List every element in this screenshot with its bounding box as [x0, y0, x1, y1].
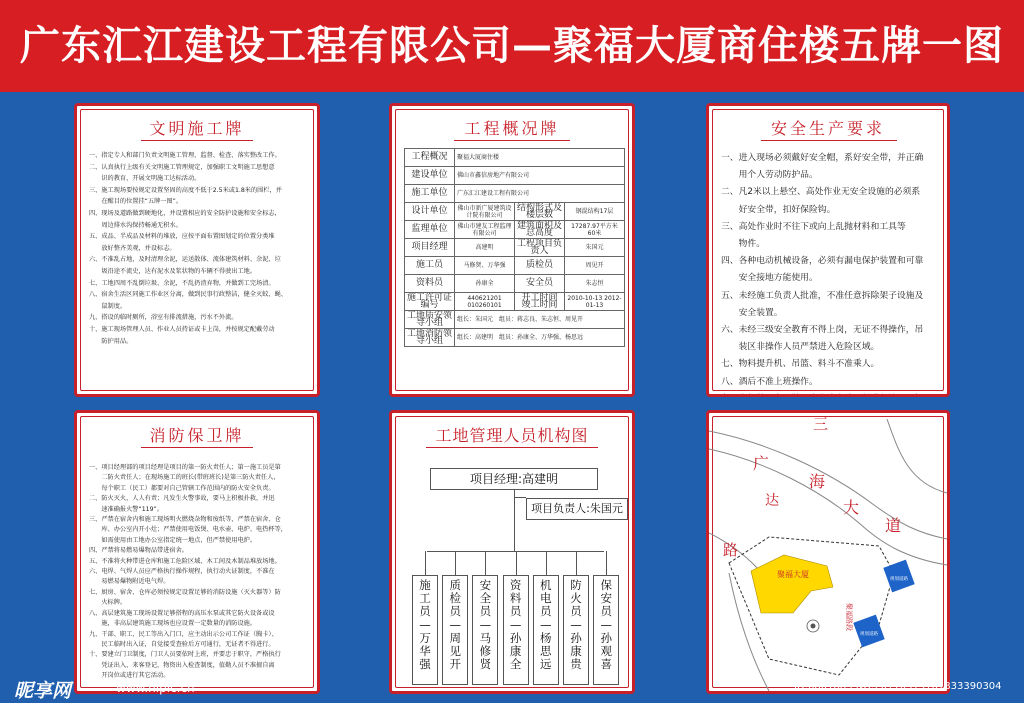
org-connector — [485, 551, 486, 575]
rule-line: 二防火责任人；在现场施工的班长(带班班长)是第三防火责任人， — [89, 474, 280, 482]
org-member-box — [503, 575, 529, 685]
office-block — [883, 560, 914, 593]
rule-line: 四、现场及道路做到硬地化，并设置相应的安全防护设施和安全标志， — [89, 209, 281, 217]
rule-line: 七、物料提升机、吊篮、料斗不准乘人。 — [721, 359, 880, 370]
org-member-char: 工 — [419, 591, 431, 606]
org-member-char: 孙 — [509, 630, 522, 645]
org-member-box — [533, 575, 559, 685]
watermark-brand: 昵享网 — [14, 680, 72, 702]
overview-cell: 项目经理 — [405, 239, 455, 257]
safety-panel — [706, 103, 950, 397]
overview-row — [405, 329, 625, 347]
org-member-char: 员 — [419, 604, 431, 619]
rule-line: 二、认真执行上级有关文明施工管理规定，加强职工文明施工思想意 — [89, 163, 275, 171]
overview-cell: 马修贤、万华强 — [455, 257, 515, 275]
org-member-char: 康 — [570, 644, 582, 659]
map-road-char: 广 — [753, 454, 770, 473]
project-overview-table — [404, 148, 625, 347]
watermark-id: ID:6801883 NO:20110315161833390304 — [794, 681, 1002, 692]
rule-line: 三、高处作业时不往下或向上乱抛材料和工具等 — [721, 221, 906, 232]
overview-cell: 设计单位 — [405, 203, 455, 221]
org-member-char: 火 — [570, 591, 582, 606]
rule-line: 三、严禁在宿舍内和施工现场明火燃烧杂物和废纸等，严禁在宿舍、仓 — [89, 516, 281, 524]
overview-row — [405, 257, 625, 275]
rule-line: 七、厨房、宿舍、仓库必须按规定设置足够的消防设施（灭火器等）防 — [89, 588, 281, 596]
map-road-char: 道 — [885, 516, 902, 535]
org-member-char: 喜 — [600, 657, 612, 672]
overview-cell: 施工单位 — [405, 185, 455, 203]
overview-cell: 聚福大厦商住楼 — [455, 149, 625, 167]
rule-line: 六、未经三级安全教育不得上岗，无证不得操作，吊 — [721, 325, 924, 336]
rule-line: 装区非操作人员严禁进入危险区域。 — [721, 342, 880, 353]
map-road-char: 达 — [765, 493, 779, 509]
org-member-char: 见 — [449, 644, 461, 659]
org-member-char: 贤 — [479, 657, 492, 672]
rule-line: 八、高层建筑施工现场设置足够搭程的高压水泵或其它防火设备或设 — [89, 609, 275, 617]
org-member-char: 贵 — [570, 657, 582, 672]
rule-line: 十、施工现场管理人员、作业人员持证或卡上岗，并按规定配戴劳动 — [89, 325, 275, 333]
rule-line: 施，非高层建筑施工现场也应设置一定数量的消防设施。 — [89, 620, 257, 628]
overview-cell: 工程项目负责人 — [515, 239, 565, 257]
safety-rules — [721, 150, 943, 397]
map-road-char: 大 — [843, 498, 860, 517]
org-member-char: 杨 — [540, 630, 552, 645]
org-member-char: 保 — [600, 578, 612, 592]
org-member-char: 万 — [419, 630, 431, 645]
rule-line: 如需使用由工地办公室指定统一地点，但严禁使用电炉。 — [89, 536, 257, 544]
rule-line: 用个人劳动防护品。 — [721, 170, 818, 181]
fire-panel — [74, 410, 320, 694]
overview-cell: 施工员 — [405, 257, 455, 275]
dormitory-block — [853, 615, 884, 648]
overview-cell: 2010-10-13 2012-01-13 — [565, 293, 625, 311]
org-member-char: — — [540, 617, 552, 632]
fire-rules — [89, 463, 311, 682]
rule-line: 九、干部、职工、民工等出入门口，应主动出示公司工作证（胸卡）、 — [89, 630, 278, 638]
rule-line: 五、不准将火种带进仓库和施工危险区域、木工间及木制品堆放场地。 — [89, 557, 281, 565]
overview-title: 工程概况牌 — [464, 119, 560, 138]
rule-line — [721, 391, 943, 397]
overview-cell: 施工许可证编号 — [405, 293, 455, 311]
rule-line: 九、搭设的临时厕所，浴室有排流措施，污水不外流。 — [89, 314, 238, 322]
title-underline — [141, 447, 253, 448]
overview-row — [405, 311, 625, 329]
overview-row — [405, 167, 625, 185]
rule-line: 三、施工现场要按规定设置坚固的高度不低于2.5米或1.8米的围栏，并 — [89, 186, 282, 194]
org-member-char: 全 — [509, 657, 522, 672]
org-member-char: 孙 — [600, 630, 612, 645]
rule-line: 易燃易爆物附近电气焊。 — [89, 578, 170, 586]
rule-line: 四、严禁将易燃易爆物品带进宿舍。 — [89, 547, 188, 555]
org-member-char: 全 — [479, 591, 492, 606]
rule-line: 识的教育，开展文明施工达标活动。 — [89, 175, 201, 183]
rule-line: 五、成品、半成品及材料的堆放，应按平面布置图划定的位置分类堆 — [89, 233, 275, 241]
building-label: 聚福大厦 — [777, 570, 809, 579]
org-member-char: 孙 — [570, 630, 582, 645]
org-member-char: 观 — [600, 644, 612, 659]
tree-mark — [811, 624, 816, 629]
civilization-title: 文明施工牌 — [149, 119, 245, 138]
rule-line: 一、进入现场必须戴好安全帽，系好安全带，并正确 — [721, 153, 924, 163]
dormitory-block-label: 规划道路 — [860, 632, 878, 637]
overview-row — [405, 149, 625, 167]
org-member-char: — — [449, 617, 461, 632]
org-member-char: 远 — [540, 657, 552, 672]
overview-cell: 高建明 — [455, 239, 515, 257]
org-member-char: 马 — [479, 630, 492, 645]
org-member-char: 员 — [570, 604, 582, 619]
org-member-char: 安 — [600, 591, 612, 606]
title-underline — [426, 447, 598, 448]
rule-line: 好安全带，扣好保险钩。 — [721, 204, 836, 215]
org-member-char: 安 — [479, 578, 492, 592]
rule-line: 一、项目经理部的项目经理是项目的第一防火责任人；第一施工员是第 — [89, 464, 281, 471]
map-road-char: 三 — [813, 415, 829, 433]
org-member-char: 华 — [419, 644, 431, 659]
org-connector — [514, 490, 515, 551]
rule-line: 物件。 — [721, 239, 765, 250]
org-member-char: 资 — [509, 578, 522, 592]
project-manager-box: 项目经理:高建明 — [430, 468, 598, 490]
org-member-char: 防 — [570, 578, 582, 592]
org-member-box — [593, 575, 619, 685]
rule-line: 放好整齐美观，并设标志。 — [89, 244, 176, 252]
org-connector — [576, 551, 577, 575]
org-member-char: 检 — [449, 591, 461, 606]
overview-cell: 朱志恒 — [565, 275, 625, 293]
org-member-char: — — [509, 617, 522, 632]
site-map-panel — [706, 410, 950, 694]
overview-cell: 440621201 010260101 — [455, 293, 515, 311]
rule-line: 二、凡2米以上悬空、高处作业无安全设施的必须系 — [721, 187, 921, 198]
org-member-char: 修 — [479, 644, 492, 659]
org-member-char: — — [419, 617, 431, 632]
overview-cell: 安全员 — [515, 275, 565, 293]
rule-line: 鼠制度。 — [89, 302, 127, 310]
map-road-char: 路 — [723, 541, 739, 559]
overview-panel — [389, 103, 635, 397]
org-member-box — [472, 575, 498, 685]
org-member-char: 料 — [509, 591, 522, 606]
office-block-label: 规划道路 — [890, 577, 908, 582]
org-member-char: 开 — [449, 657, 461, 672]
org-member-char: 员 — [600, 604, 612, 619]
rule-line: 在醒目的位置挂“五牌一图”。 — [89, 198, 183, 206]
rule-line: 六、不准乱占地，及时清理余泥，运送散体、流体建筑材料、余泥、垃 — [89, 256, 281, 264]
org-connector — [455, 551, 456, 575]
title-underline — [141, 140, 253, 141]
rule-line: 火标牌。 — [89, 599, 127, 607]
org-connector — [425, 551, 426, 575]
org-chart-panel — [389, 410, 635, 694]
rule-line: 凭证出入，来客登记，物资出入检查制度，值勤人员不准擅自离 — [89, 661, 275, 669]
site-map — [709, 413, 947, 691]
org-member-char: — — [600, 617, 612, 632]
overview-cell: 佛山市新广厦建筑设计院有限公司 — [455, 203, 515, 221]
overview-cell: 组长：高建明 组员：孙康全、万华强、杨思远 — [455, 329, 625, 347]
org-member-char: 强 — [419, 657, 431, 672]
rule-line: 开岗位或进行其它活动。 — [89, 672, 170, 680]
banner-title: 广东汇江建设工程有限公司—聚福大厦商住楼五牌一图 — [20, 23, 1004, 69]
overview-row — [405, 221, 625, 239]
overview-cell: 17287.97平方米 60米 — [565, 221, 625, 239]
rule-line: 库、办公室内开小灶；严禁使用电饭煲、电水壶、电炉、电热杯等， — [89, 526, 287, 534]
rule-line: 民工临时出入证，自觉接受查验后方可通行，无证者不得进行。 — [89, 640, 275, 648]
title-underline — [761, 140, 897, 141]
overview-cell: 建筑面积及总高度 — [515, 221, 565, 239]
rule-line: 五、未经施工负责人批准，不准任意拆除架子设施及 — [721, 290, 924, 301]
project-leader-box: 项目负责人:朱国元 — [526, 498, 628, 520]
org-member-char: — — [479, 617, 492, 632]
overview-row — [405, 239, 625, 257]
org-member-char: 康 — [509, 644, 522, 659]
overview-cell: 钢混结构17层 — [565, 203, 625, 221]
org-member-char: 周 — [449, 630, 461, 645]
org-member-char: 员 — [449, 604, 461, 619]
org-member-char: 员 — [479, 604, 492, 619]
watermark-url: www.nipic.cn — [116, 681, 195, 695]
org-member-char: 机 — [540, 578, 552, 592]
overview-cell: 资料员 — [405, 275, 455, 293]
overview-cell: 孙康全 — [455, 275, 515, 293]
org-member-box — [563, 575, 589, 685]
org-connector — [514, 497, 526, 498]
safety-title: 安全生产要求 — [770, 119, 885, 138]
org-member-box — [412, 575, 438, 685]
org-connector — [516, 551, 517, 575]
overview-cell: 监理单位 — [405, 221, 455, 239]
civilization-rules — [89, 150, 311, 347]
org-member-box — [442, 575, 468, 685]
rule-line: 每个职工（民工）都要对自己管辖工作范围内的防火安全负责。 — [89, 484, 275, 492]
org-member-char: 思 — [540, 644, 552, 659]
fire-title: 消防保卫牌 — [149, 426, 245, 445]
overview-cell: 组长：朱国元 组员：蒋志良、朱志恒、周见开 — [455, 311, 625, 329]
overview-row — [405, 293, 625, 311]
rule-line: 圾沿途不流史，达有泥水及浆状物的车辆不得驶出工地。 — [89, 267, 257, 275]
rule-line: 八、酒后不准上班操作。 — [721, 376, 818, 387]
building-footprint — [751, 555, 833, 613]
overview-cell: 广东汇江建设工程有限公司 — [455, 185, 625, 203]
rule-line: 防护用品。 — [89, 337, 133, 345]
rule-line: 安全装置。 — [721, 307, 783, 318]
overview-row — [405, 203, 625, 221]
rule-line: 速准确报火警“119”。 — [89, 505, 163, 513]
rule-line: 四、各种电动机械设备，必须有漏电保护装置和可靠 — [721, 256, 924, 267]
map-road-char: 海 — [809, 472, 826, 491]
overview-cell: 结构形式及楼层数 — [515, 203, 565, 221]
org-member-char: 质 — [449, 578, 461, 592]
overview-row — [405, 185, 625, 203]
rule-line: 七、工地四周不乱倒垃圾、余泥，不乱扔渣弃物，并做到工完场清。 — [89, 279, 275, 287]
road-outline — [709, 419, 947, 691]
org-member-char: 电 — [540, 591, 552, 606]
rule-line: 八、宿舍生活区同施工作业区分离，做到民事行政整洁，健全灭蚊、蝇、 — [89, 291, 287, 299]
org-title: 工地管理人员机构图 — [435, 426, 589, 445]
org-member-char: 员 — [540, 604, 552, 619]
rule-line: 周边排水沟保持畅通无积水。 — [89, 221, 182, 229]
rule-line: 六、电焊、气焊人员应严格执行操作规程，执行动火证制度，不准在 — [89, 568, 275, 576]
rule-line: 安全接地方能使用。 — [721, 273, 818, 284]
org-connector — [606, 551, 607, 575]
title-banner — [0, 0, 1024, 92]
org-connector — [546, 551, 547, 575]
overview-cell: 工地消防领导小组 — [405, 329, 455, 347]
rule-line: 十、要建立门卫制度，门卫人员要依时上班，并要忠于职守，严格执行 — [89, 651, 281, 659]
org-member-char: 员 — [509, 604, 522, 619]
civilization-panel — [74, 103, 320, 397]
overview-cell: 佛山市建友工程监理有限公司 — [455, 221, 515, 239]
road-segment-label: 聚福路段 — [845, 603, 853, 631]
overview-cell: 开工时间 竣工时间 — [515, 293, 565, 311]
org-member-char: — — [570, 617, 582, 632]
overview-cell: 佛山市鑫信房地产有限公司 — [455, 167, 625, 185]
overview-cell: 质检员 — [515, 257, 565, 275]
rule-line: 一、指定专人和部门负责文明施工管理、监督、检查、落实整改工作。 — [89, 152, 281, 159]
org-member-char: 施 — [419, 578, 431, 592]
site-boundary — [729, 537, 894, 675]
overview-row — [405, 275, 625, 293]
overview-cell: 朱国元 — [565, 239, 625, 257]
rule-line: 二、防火灭火，人人有责；凡发生火警事故，要马上积极扑救，并迅 — [89, 495, 275, 503]
overview-cell: 建设单位 — [405, 167, 455, 185]
overview-cell: 周见开 — [565, 257, 625, 275]
overview-cell: 工程概况 — [405, 149, 455, 167]
overview-cell: 工地质安领导小组 — [405, 311, 455, 329]
title-underline — [454, 140, 570, 141]
